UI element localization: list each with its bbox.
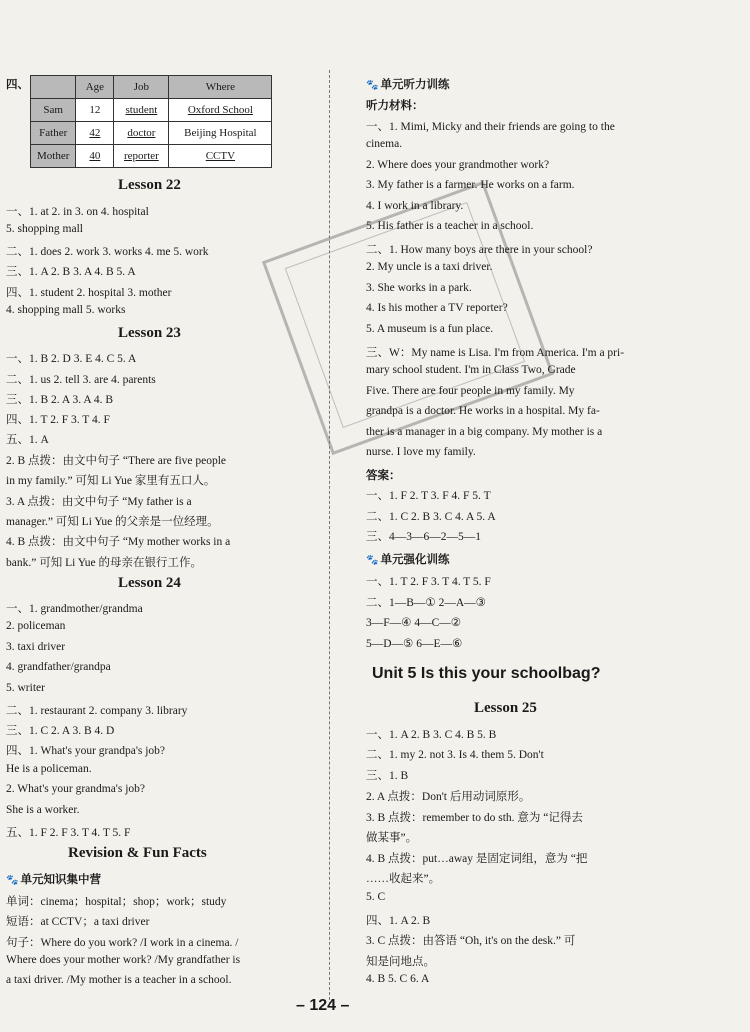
answer-line: a taxi driver. /My mother is a teacher in a school. [6,974,232,986]
answer-line: 3. A 点拨：由文中句子 “My father is a [6,496,192,508]
answer-line: 2. My uncle is a taxi driver. [366,261,493,273]
answer-line: 一、1. A 2. B 3. C 4. B 5. B [366,729,497,741]
answer-line: 五、1. F 2. F 3. T 4. T 5. F [6,827,131,839]
section-heading: 🐾 单元听力训练 [366,77,450,91]
table-cell: Oxford School [169,99,272,122]
answer-line: 3. She works in a park. [366,282,472,294]
answer-line: manager.” 可知 Li Yue 的父亲是一位经理。 [6,516,219,528]
table-cell: 42 [76,122,114,145]
answer-line: 三、4—3—6—2—5—1 [366,531,481,543]
answer-line: cinema. [366,138,403,150]
answer-line: 二、1. us 2. tell 3. are 4. parents [6,374,156,386]
answer-line: 2. policeman [6,620,66,632]
answer-line: 2. B 点拨：由文中句子 “There are five people [6,455,227,467]
answer-line: 四、1. A 2. B [366,915,431,927]
answer-line: ther is a manager in a big company. My mother is a [366,426,603,438]
answer-line: 5. A museum is a fun place. [366,323,494,335]
answer-line: nurse. I love my family. [366,446,476,458]
answer-line: 2. Where does your grandmother work? [366,159,550,171]
answer-line: 四、1. What's your grandpa's job? [6,745,166,757]
answer-line: 3—F—④ 4—C—② [366,617,462,629]
answer-line: 3. taxi driver [6,641,66,653]
answer-line: 一、1. grandmother/grandma [6,603,143,615]
table-row [31,122,272,145]
answer-line: 三、1. A 2. B 3. A 4. B 5. A [6,266,136,278]
answer-line: 3. My father is a farmer. He works on a farm. [366,179,575,191]
paw-icon: 🐾 [366,555,379,566]
answer-line: 二、1. restaurant 2. company 3. library [6,705,188,717]
answer-line: 三、1. B [366,770,409,782]
answer-line: 4. B 5. C 6. A [366,973,430,985]
answer-line: 二、1. How many boys are there in your school? [366,244,593,256]
answer-line: 一、1. at 2. in 3. on 4. hospital [6,206,149,218]
answer-line: 四、1. student 2. hospital 3. mother [6,287,172,299]
answer-line: 5. His father is a teacher in a school. [366,220,534,232]
paw-icon: 🐾 [6,875,19,886]
answer-line: 二、1. does 2. work 3. works 4. me 5. work [6,246,209,258]
table-cell: Mother [31,145,76,168]
table-cell: 12 [76,99,114,122]
answer-line: 三、W：My name is Lisa. I'm from America. I'm a pri- [366,347,625,359]
answer-line: 短语：at CCTV；a taxi driver [6,916,150,928]
answer-line: 4. I work in a library. [366,200,464,212]
answer-line: 一、1. B 2. D 3. E 4. C 5. A [6,353,137,365]
column-divider [329,70,330,1005]
answer-line: 一、1. T 2. F 3. T 4. T 5. F [366,576,491,588]
answer-line: 5—D—⑤ 6—E—⑥ [366,638,463,650]
lesson-24-title: Lesson 24 [118,575,181,591]
section-heading: 🐾 单元知识集中营 [6,872,101,886]
table-header-cell [31,76,76,99]
answer-line: 四、1. T 2. F 3. T 4. F [6,414,110,426]
table-cell: CCTV [169,145,272,168]
answer-line: 5. writer [6,682,45,694]
table-cell: Sam [31,99,76,122]
answer-line: in my family.” 可知 Li Yue 家里有五口人。 [6,475,216,487]
answer-line: 三、1. B 2. A 3. A 4. B [6,394,114,406]
table-row [31,145,272,168]
lesson-25-title: Lesson 25 [474,700,537,716]
answer-line: 一、1. Mimi, Micky and their friends are going to the [366,121,615,133]
answer-line: She is a worker. [6,804,80,816]
table-cell: doctor [114,122,169,145]
page-number: – 124 – [296,997,350,1014]
info-table [30,75,272,168]
answer-line: 知是问地点。 [366,956,435,968]
answer-line: 做某事”。 [366,832,418,844]
table-cell: reporter [114,145,169,168]
answer-line: ……收起来”。 [366,873,441,885]
unit-title: Unit 5 Is this your schoolbag? [372,665,601,682]
answer-line: 4. B 点拨：put…away 是固定词组，意为 “把 [366,853,588,865]
answer-line: 三、1. C 2. A 3. B 4. D [6,725,115,737]
answer-line: 3. C 点拨：由答语 “Oh, it's on the desk.” 可 [366,935,576,947]
answer-line: 4. shopping mall 5. works [6,304,126,316]
table-cell: Father [31,122,76,145]
answer-line: 4. B 点拨：由文中句子 “My mother works in a [6,536,231,548]
answers-label: 答案： [366,470,401,482]
answer-line: 二、1. my 2. not 3. Is 4. them 5. Don't [366,749,544,761]
revision-title: Revision & Fun Facts [68,845,207,861]
table-label: 四、 [6,79,29,91]
answer-line: Five. There are four people in my family. My [366,385,575,397]
answer-line: 二、1—B—① 2—A—③ [366,597,486,609]
answer-line: 2. What's your grandma's job? [6,783,146,795]
answer-line: 单词：cinema；hospital；shop；work；study [6,896,227,908]
answer-line: grandpa is a doctor. He works in a hospital. My fa- [366,405,600,417]
table-row [31,76,272,99]
answer-line: 一、1. F 2. T 3. F 4. F 5. T [366,490,491,502]
section-heading: 🐾 单元强化训练 [366,552,450,566]
table-cell: Beijing Hospital [169,122,272,145]
table-header-cell: Age [76,76,114,99]
answer-line: 5. shopping mall [6,223,83,235]
answer-line: 5. C [366,891,386,903]
answer-line: 4. grandfather/grandpa [6,661,111,673]
answer-line: 3. B 点拨：remember to do sth. 意为 “记得去 [366,812,583,824]
table-cell: student [114,99,169,122]
table-header-cell: Job [114,76,169,99]
answer-line: 4. Is his mother a TV reporter? [366,302,508,314]
answer-line: 二、1. C 2. B 3. C 4. A 5. A [366,511,496,523]
answer-line: Where does your mother work? /My grandfather is [6,954,241,966]
lesson-22-title: Lesson 22 [118,177,181,193]
answer-line: mary school student. I'm in Class Two, Grade [366,364,576,376]
lesson-23-title: Lesson 23 [118,325,181,341]
answer-line: bank.” 可知 Li Yue 的母亲在银行工作。 [6,557,203,569]
table-row [31,99,272,122]
paw-icon: 🐾 [366,80,379,91]
table-cell: 40 [76,145,114,168]
answer-line: 五、1. A [6,434,49,446]
answer-line: 句子：Where do you work? /I work in a cinema. / [6,937,239,949]
answer-line: 2. A 点拨：Don't 后用动词原形。 [366,791,531,803]
listening-subtitle: 听力材料： [366,100,424,112]
table-header-cell: Where [169,76,272,99]
answer-line: He is a policeman. [6,763,92,775]
